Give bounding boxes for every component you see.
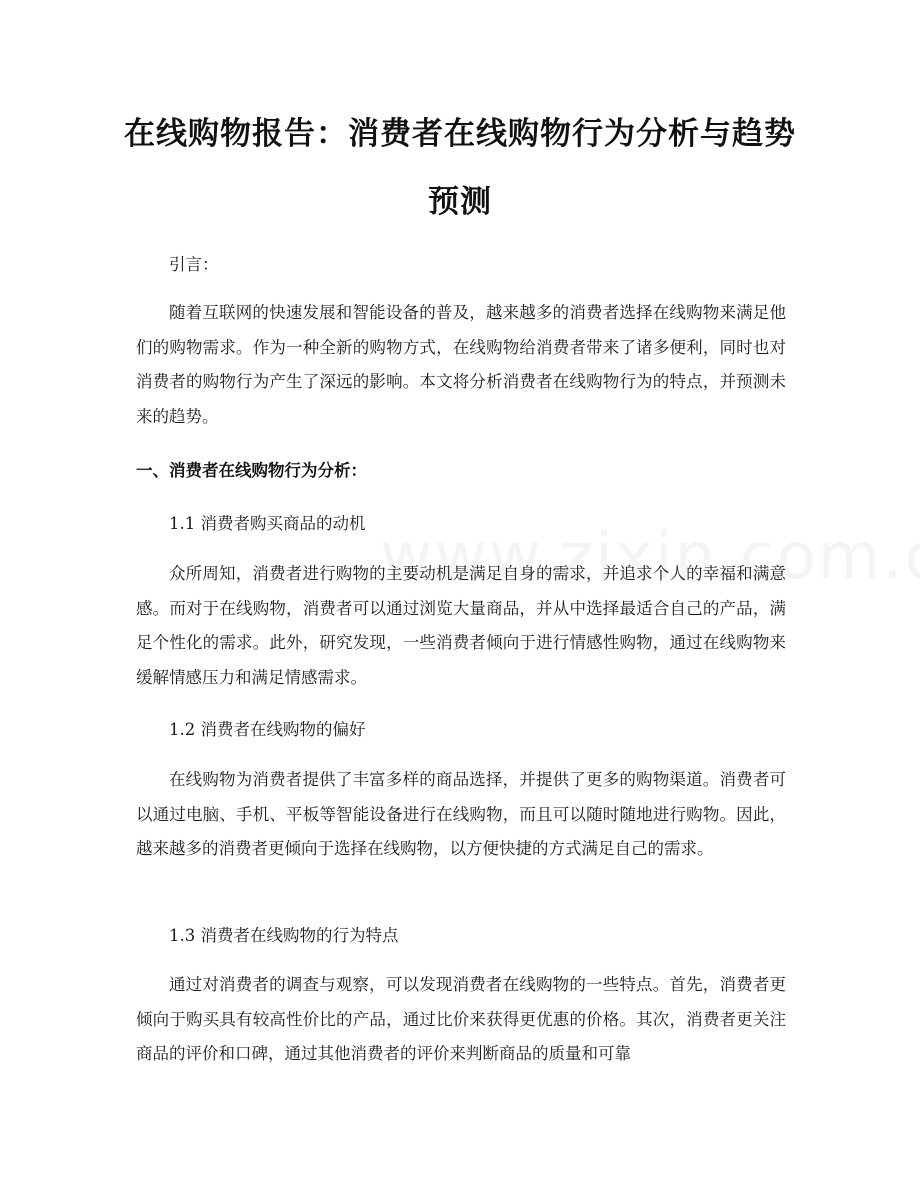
- subsection-heading-1-2: 1.2 消费者在线购物的偏好: [169, 720, 366, 739]
- subsection-paragraph-1-3: 通过对消费者的调查与观察，可以发现消费者在线购物的一些特点。首先，消费者更倾向于购买具有较高性价比的产品，通过比价来获得更优惠的价格。其次，消费者更关注商品的评价和口碑，通过其他消费者的评价来判断商品的质量和可靠: [136, 975, 786, 1063]
- subsection-paragraph-1-1: 众所周知，消费者进行购物的主要动机是满足自身的需求，并追求个人的幸福和满意感。而对于在线购物，消费者可以通过浏览大量商品，并从中选择最适合自己的产品，满足个性化的需求。此外，研究发现，一些消费者倾向于进行情感性购物，通过在线购物来缓解情感压力和满足情感需求。: [136, 564, 786, 687]
- subsection-heading-1-1: 1.1 消费者购买商品的动机: [169, 514, 366, 533]
- intro-label: 引言：: [169, 255, 219, 274]
- section-heading-1: 一、消费者在线购物行为分析：: [136, 461, 367, 480]
- subsection-heading-1-3: 1.3 消费者在线购物的行为特点: [169, 926, 399, 945]
- intro-paragraph: 随着互联网的快速发展和智能设备的普及，越来越多的消费者选择在线购物来满足他们的购物需求。作为一种全新的购物方式，在线购物给消费者带来了诸多便利，同时也对消费者的购物行为产生了深远的影响。本文将分析消费者在线购物行为的特点，并预测未来的趋势。: [136, 303, 786, 426]
- document-title: 在线购物报告：消费者在线购物行为分析与趋势预测: [124, 116, 796, 220]
- subsection-paragraph-1-2: 在线购物为消费者提供了丰富多样的商品选择，并提供了更多的购物渠道。消费者可以通过电脑、手机、平板等智能设备进行在线购物，而且可以随时随地进行购物。因此，越来越多的消费者更倾向于选择在线购物，以方便快捷的方式满足自己的需求。: [136, 770, 786, 858]
